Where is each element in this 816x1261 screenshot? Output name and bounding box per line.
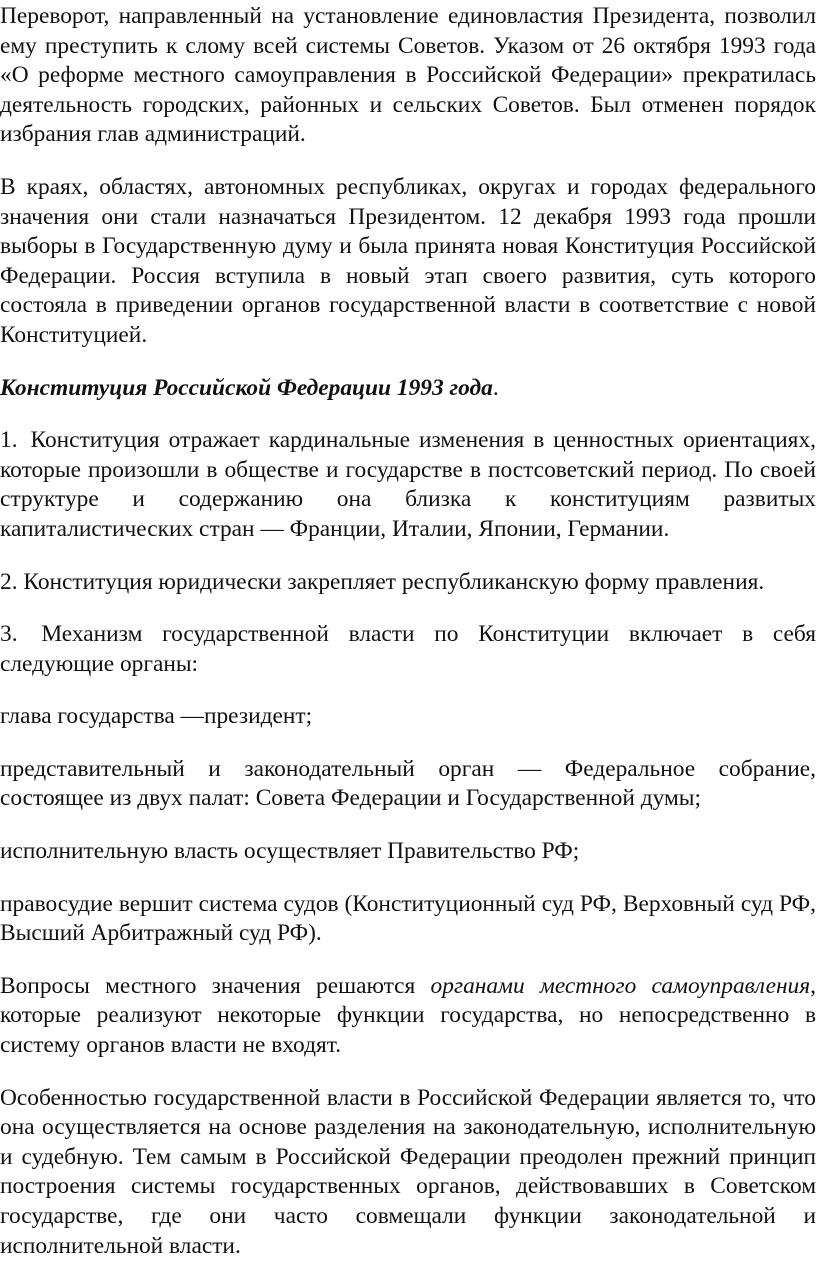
list-item-2-text: Конституция юридически закрепляет республиканскую форму правления. (23, 568, 765, 595)
list-item-1 (0, 426, 816, 544)
local-emphasis: органами местного самоуправления (430, 972, 811, 999)
list-item-1-number: 1. (0, 427, 18, 454)
paragraph-appointment: В краях, областях, автономных республиках, округах и городах федерального значения они стали назначаться Президентом. 12 декабря 1993 года прошли выборы в Государственную думу и была принята новая Конституция Российской Федерации. Россия вступила в новый этап своего развития, суть которого состояла в приведении органов государственной власти в соответствие с новой Конституцией. (0, 173, 816, 348)
section-heading-punct: . (492, 374, 499, 401)
organ-head-of-state: глава государства —президент; (0, 703, 313, 730)
organ-legislative: представительный и законодательный орган — Федеральное собрание, состоящее из двух палат: Совета Федерации и Государственной думы; (0, 755, 816, 812)
paragraph-separation-of-powers: Особенностью государственной власти в Российской Федерации является то, что она осуществляется на основе разделения на законодательную, исполнительную и судебную. Тем самым в Российской Федерации преодолен прежний принцип построения системы государственных органов, действовавших в Советском государстве, где они часто совмещали функции законодательной и исполнительной власти. (0, 1084, 816, 1259)
local-before: Вопросы местного значения решаются (0, 972, 416, 999)
paragraph-local-government (0, 972, 816, 1061)
organ-executive: исполнительную власть осуществляет Правительство РФ; (0, 838, 580, 865)
paragraph-coup: Переворот, направленный на установление единовластия Президента, позволил ему преступить к слому всей системы Советов. Указом от 26 октября 1993 года «О реформе местного самоуправления в Российской Федерации» прекратилась деятельность городских, районных и сельских Советов. Был отменен порядок избрания глав администраций. (0, 3, 816, 148)
section-heading (0, 374, 816, 404)
section-heading-text: Конституция Российской Федерации 1993 года (0, 374, 493, 401)
list-item-3-text: Механизм государственной власти по Конституции включает в себя следующие органы: (0, 621, 816, 677)
organ-judicial: правосудие вершит система судов (Конституционный суд РФ, Верховный суд РФ, Высший Арбитражный суд РФ). (0, 890, 816, 947)
list-item-2-number: 2. (0, 568, 18, 595)
list-item-1-text: Конституция отражает кардинальные изменения в ценностных ориентациях, которые произошли в обществе и государстве в постсоветский период. По своей структуре и содержанию она близка к конституциям развитых капиталистических стран — Франции, Италии, Японии, Германии. (0, 427, 816, 542)
list-item-2 (0, 568, 816, 598)
list-item-3-number: 3. (0, 621, 18, 648)
list-item-3 (0, 620, 816, 679)
local-after: , которые реализуют некоторые функции государства, но непосредственно в систему органов власти не входят. (0, 972, 816, 1059)
